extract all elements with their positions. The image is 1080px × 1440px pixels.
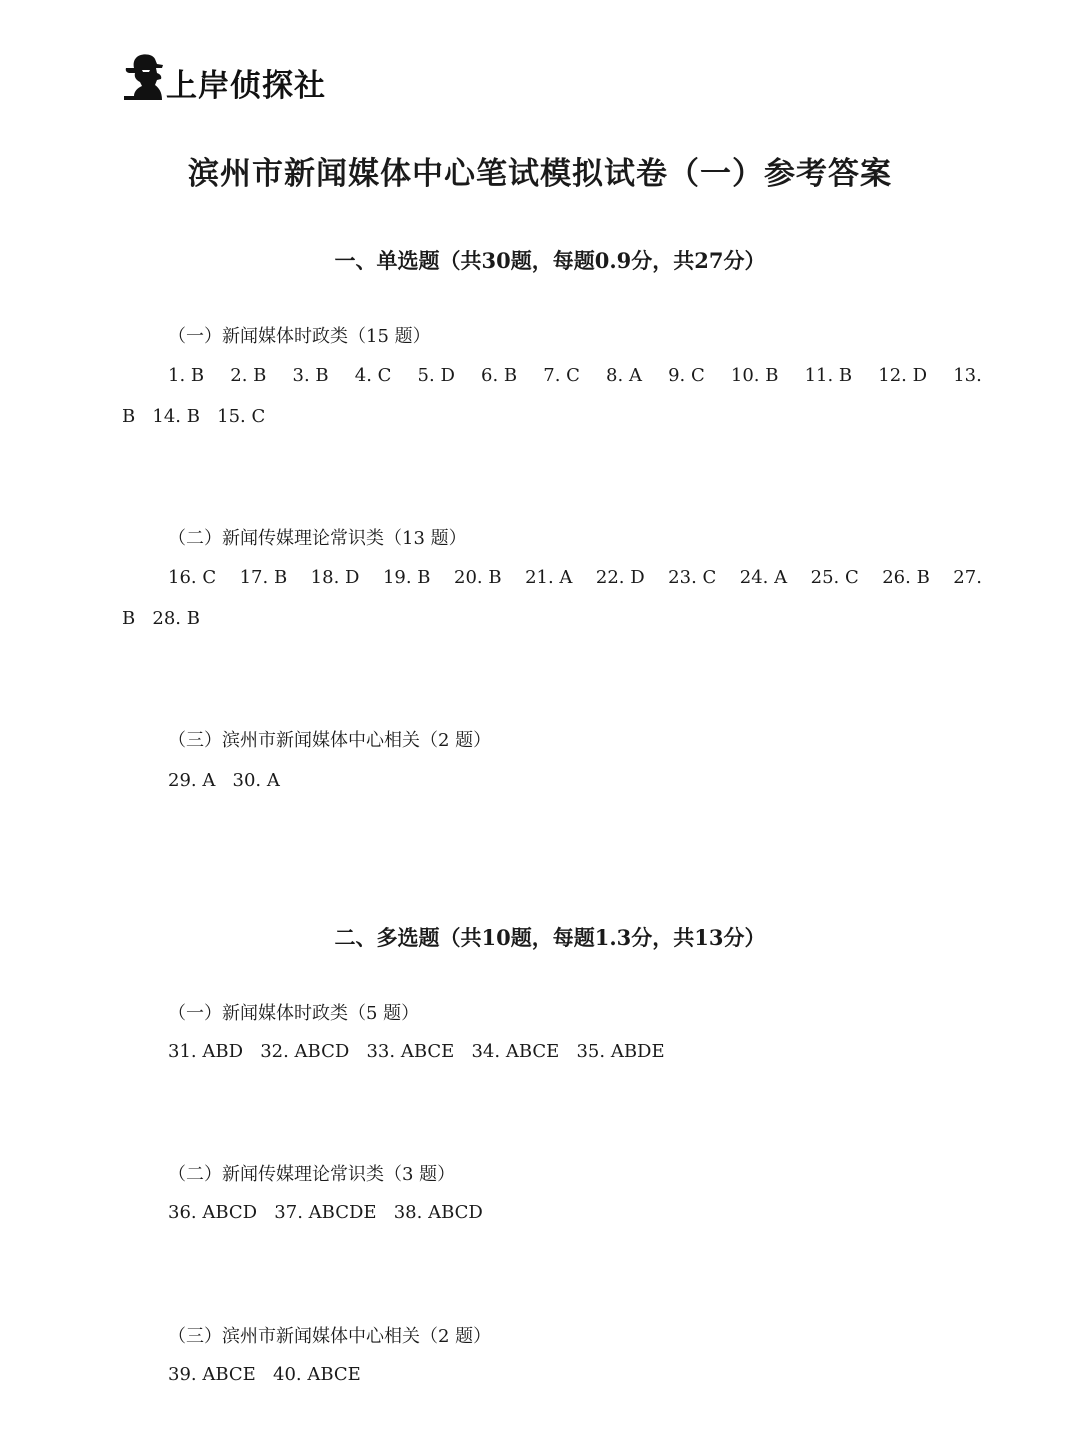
answer-line bbox=[122, 567, 982, 588]
group-label: （一）新闻媒体时政类（15 题） bbox=[168, 326, 431, 347]
answer-item: 4. C bbox=[354, 365, 392, 386]
group-label: （一）新闻媒体时政类（5 题） bbox=[168, 1003, 420, 1024]
answer-line-wrap bbox=[122, 406, 265, 427]
answer-item: 11. B bbox=[804, 365, 853, 386]
group-label: （二）新闻传媒理论常识类（3 题） bbox=[168, 1164, 456, 1185]
answer-item: 17. B bbox=[239, 567, 288, 588]
answer-item: 30. A bbox=[232, 770, 280, 791]
answer-item: 22. D bbox=[595, 567, 645, 588]
answer-item: B bbox=[122, 406, 136, 427]
answer-item: 23. C bbox=[668, 567, 717, 588]
answer-item: 31. ABD bbox=[168, 1041, 244, 1062]
answer-item: 39. ABCE bbox=[168, 1364, 256, 1385]
answer-item: 5. D bbox=[417, 365, 455, 386]
answer-item: 15. C bbox=[217, 406, 266, 427]
answer-item: 6. B bbox=[481, 365, 518, 386]
answer-item: 29. A bbox=[168, 770, 216, 791]
answer-item: 20. B bbox=[454, 567, 502, 588]
answer-item: 25. C bbox=[810, 567, 859, 588]
answer-item: 32. ABCD bbox=[260, 1041, 350, 1062]
answer-item: 37. ABCDE bbox=[274, 1202, 377, 1223]
answer-item: 3. B bbox=[292, 365, 329, 386]
answer-item: 10. B bbox=[730, 365, 779, 386]
brand-name: 上岸侦探社 bbox=[166, 67, 326, 104]
group-label: （三）滨州市新闻媒体中心相关（2 题） bbox=[168, 730, 492, 751]
answer-item: 35. ABDE bbox=[576, 1041, 665, 1062]
answer-item: 26. B bbox=[882, 567, 930, 588]
brand-logo bbox=[122, 52, 326, 106]
page-title: 滨州市新闻媒体中心笔试模拟试卷（一）参考答案 bbox=[188, 156, 892, 192]
answer-item: 8. A bbox=[606, 365, 642, 386]
answer-item: 1. B bbox=[168, 365, 205, 386]
answer-line bbox=[122, 365, 982, 386]
answer-item: 28. B bbox=[152, 608, 200, 629]
section-heading-single-choice: 一、单选题（共30题，每题0.9分，共27分） bbox=[334, 248, 766, 273]
answer-line bbox=[168, 770, 280, 791]
group-label: （三）滨州市新闻媒体中心相关（2 题） bbox=[168, 1326, 492, 1347]
answer-item: 2. B bbox=[230, 365, 267, 386]
answer-item: 14. B bbox=[152, 406, 200, 427]
answer-item: 12. D bbox=[878, 365, 928, 386]
detective-silhouette-icon bbox=[122, 52, 170, 106]
answer-item: 9. C bbox=[668, 365, 705, 386]
answer-item: 34. ABCE bbox=[471, 1041, 560, 1062]
section-heading-multiple-choice: 二、多选题（共10题，每题1.3分，共13分） bbox=[334, 925, 766, 950]
answer-item: 13. bbox=[953, 365, 982, 386]
answer-line bbox=[168, 1364, 361, 1385]
answer-item: 7. C bbox=[543, 365, 580, 386]
answer-item: 38. ABCD bbox=[393, 1202, 483, 1223]
answer-item: 18. D bbox=[310, 567, 360, 588]
answer-line bbox=[168, 1202, 483, 1223]
answer-item: B bbox=[122, 608, 136, 629]
answer-item: 19. B bbox=[382, 567, 431, 588]
answer-item: 40. ABCE bbox=[273, 1364, 361, 1385]
answer-item: 21. A bbox=[525, 567, 573, 588]
answer-item: 36. ABCD bbox=[168, 1202, 258, 1223]
answer-item: 24. A bbox=[739, 567, 788, 588]
group-label: （二）新闻传媒理论常识类（13 题） bbox=[168, 528, 467, 549]
answer-item: 16. C bbox=[168, 567, 217, 588]
answer-item: 27. bbox=[953, 567, 982, 588]
answer-item: 33. ABCE bbox=[366, 1041, 455, 1062]
answer-line-wrap bbox=[122, 608, 200, 629]
answer-line bbox=[168, 1041, 665, 1062]
